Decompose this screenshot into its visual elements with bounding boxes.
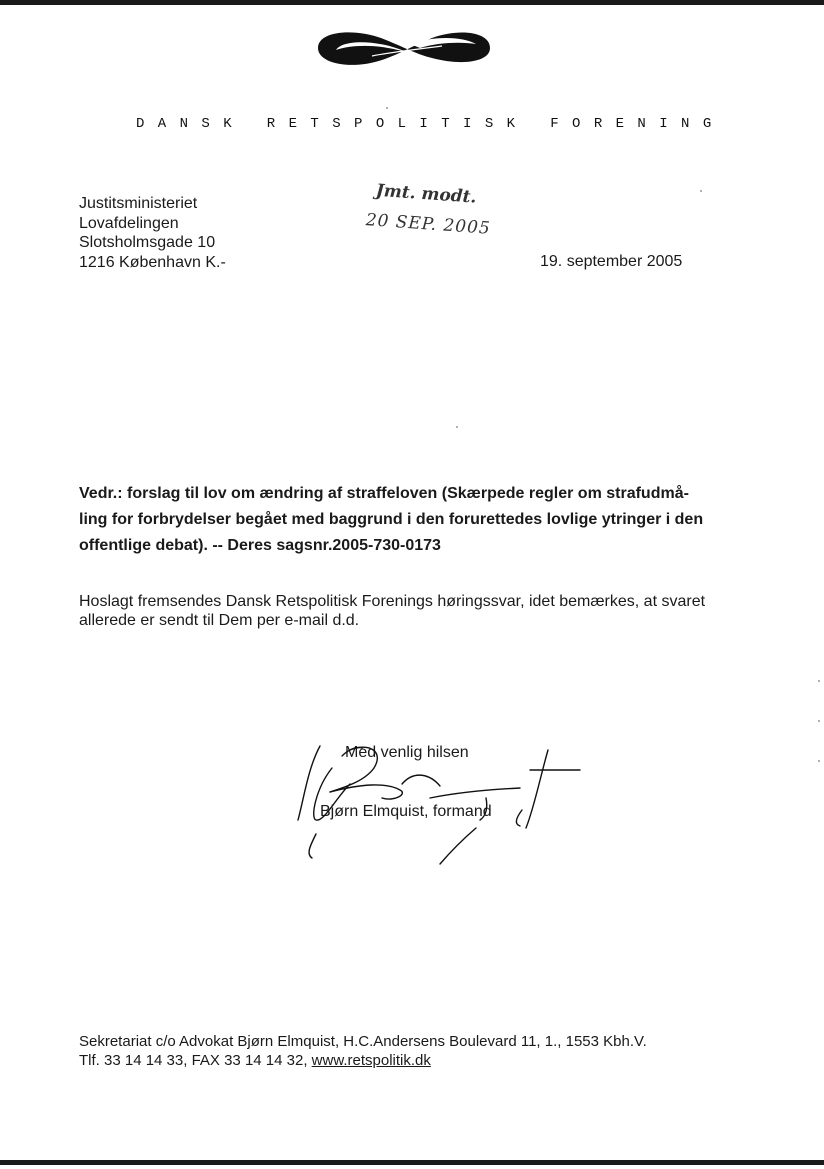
letter-date: 19. september 2005	[540, 253, 683, 270]
recipient-line: 1216 København K.-	[79, 253, 226, 271]
stamp-received-date: 20 SEP. 2005	[365, 210, 492, 239]
letter-footer	[79, 1032, 647, 1070]
body-line: Hoslagt fremsendes Dansk Retspolitisk Forenings høringssvar, idet bemærkes, at svaret	[79, 593, 706, 610]
scan-speck	[386, 107, 388, 109]
footer-address: Sekretariat c/o Advokat Bjørn Elmquist, H.C.Andersens Boulevard 11, 1., 1553 Kbh.V.	[79, 1033, 647, 1050]
subject-line: ling for forbrydelser begået med baggrund i den forurettedes lovlige ytringer i den	[79, 511, 704, 528]
scan-speck	[818, 720, 820, 722]
bottom-scan-border	[0, 1160, 824, 1165]
footer-contact	[79, 1051, 647, 1070]
scan-speck	[818, 680, 820, 682]
body-line: allerede er sendt til Dem per e-mail d.d.	[79, 612, 360, 629]
subject-line-text: offentlige debat). -- Deres sagsnr.	[79, 537, 333, 554]
website-link[interactable]: www.retspolitik.dk	[311, 1052, 431, 1069]
subject-line	[79, 533, 759, 559]
infinity-logo	[312, 22, 498, 74]
handwritten-signature	[290, 728, 600, 868]
scan-speck	[456, 426, 458, 428]
letter-subject	[79, 481, 759, 559]
footer-phone-fax: Tlf. 33 14 14 33, FAX 33 14 14 32,	[79, 1052, 312, 1069]
organization-letterhead: DANSK RETSPOLITISK FORENING	[136, 116, 725, 132]
case-number: 2005-730-0173	[332, 537, 441, 554]
top-scan-border	[0, 0, 824, 5]
scan-speck	[818, 760, 820, 762]
stamp-received-label: Jmt. modt.	[375, 180, 478, 208]
subject-line: Vedr.: forslag til lov om ændring af straffeloven (Skærpede regler om strafudmå-	[79, 485, 689, 502]
recipient-address	[79, 194, 226, 272]
recipient-line: Lovafdelingen	[79, 214, 179, 232]
recipient-line: Slotsholmsgade 10	[79, 234, 216, 251]
scan-speck	[700, 190, 702, 192]
recipient-line: Justitsministeriet	[79, 195, 198, 212]
received-stamp	[350, 179, 495, 259]
letter-body	[79, 592, 769, 630]
closing-greeting: Med venlig hilsen	[345, 744, 469, 761]
signer-name: Bjørn Elmquist, formand	[320, 803, 492, 820]
